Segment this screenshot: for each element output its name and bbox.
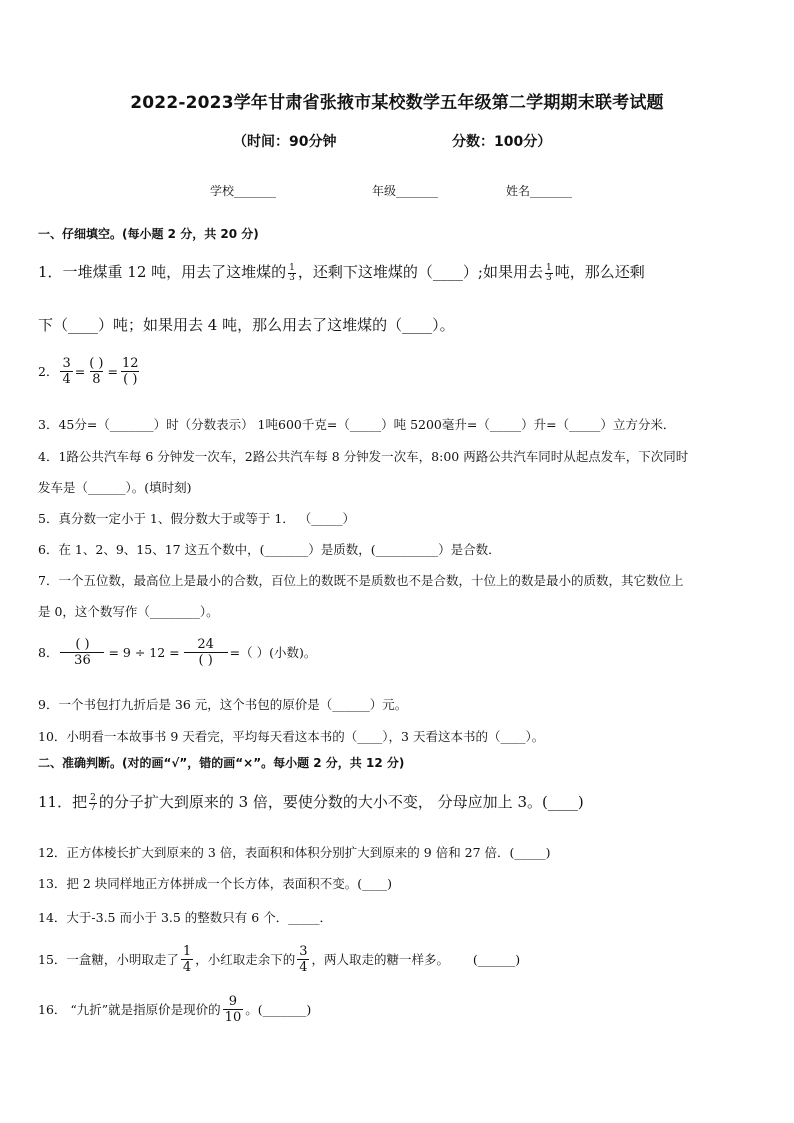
text-fragment: 9 bbox=[228, 994, 238, 1009]
question-13: 13．把 2 块同样地正方体拼成一个长方体，表面积不变。(____) bbox=[38, 876, 393, 891]
question-11 bbox=[38, 792, 584, 813]
text-fragment: 4 bbox=[62, 372, 71, 387]
text-fragment: 。(_______) bbox=[245, 1001, 312, 1017]
text-fragment: 4 bbox=[299, 960, 308, 975]
section-2-heading: 二、准确判断。(对的画“√”，错的画“×”。每小题 2 分，共 12 分) bbox=[38, 756, 405, 770]
question-10: 10．小明看一本故事书 9 天看完，平均每天看这本书的（____），3 天看这本书的（____）。 bbox=[38, 729, 545, 744]
text-fragment: = 9 ÷ 12 = bbox=[108, 644, 180, 660]
question-16 bbox=[38, 994, 311, 1025]
question-3: 3．45分=（_______）时（分数表示） 1吨600千克=（_____）吨 5200毫升=（_____）升=（_____）立方分米． bbox=[38, 417, 676, 432]
exam-time: （时间：90分钟 bbox=[233, 134, 337, 150]
text-fragment: ( ) bbox=[75, 637, 90, 652]
text-fragment: 3 bbox=[545, 272, 552, 283]
question-7-line-1: 7．一个五位数，最高位上是最小的合数，百位上的数既不是质数也不是合数，十位上的数是最小的质数，其它数位上 bbox=[38, 573, 684, 588]
fraction bbox=[184, 637, 228, 668]
text-fragment: 24 bbox=[197, 637, 214, 652]
text-fragment: 15．一盒糖，小明取走了 bbox=[38, 951, 179, 967]
fraction bbox=[545, 264, 553, 283]
school-field: 学校_______ bbox=[210, 184, 277, 198]
text-fragment: ( ) bbox=[123, 372, 138, 387]
text-fragment: 11．把 bbox=[38, 793, 88, 811]
page-title: 2022-2023学年甘肃省张掖市某校数学五年级第二学期期末联考试题 bbox=[130, 93, 664, 113]
text-fragment: 4 bbox=[182, 960, 192, 975]
text-fragment: 12 bbox=[121, 356, 139, 371]
text-fragment: 3 bbox=[62, 356, 71, 371]
text-fragment: 1 bbox=[289, 262, 295, 273]
text-fragment: 8． bbox=[38, 644, 59, 660]
grade-field: 年级_______ bbox=[372, 184, 439, 198]
question-4-line-2: 发车是（______）。(填时刻) bbox=[38, 480, 192, 495]
question-6: 6．在 1、2、9、15、17 这五个数中，(_______）是质数，(__________）是合数． bbox=[38, 542, 501, 557]
fraction bbox=[181, 944, 193, 975]
text-fragment: 10 bbox=[224, 1010, 242, 1025]
text-fragment: ，还剩下这堆煤的（____）;如果用去 bbox=[297, 263, 543, 281]
question-9: 9．一个书包打九折后是 36 元，这个书包的原价是（______）元。 bbox=[38, 697, 408, 712]
text-fragment: ( ) bbox=[89, 356, 104, 371]
question-2 bbox=[38, 356, 143, 387]
text-fragment: 1．一堆煤重 12 吨，用去了这堆煤的 bbox=[38, 263, 287, 281]
text-fragment: = bbox=[107, 363, 118, 379]
fraction bbox=[120, 356, 141, 387]
section-1-heading: 一、仔细填空。(每小题 2 分，共 20 分) bbox=[38, 227, 259, 241]
text-fragment: 2 bbox=[90, 792, 96, 803]
question-5: 5．真分数一定小于 1、假分数大于或等于 1． （_____） bbox=[38, 511, 356, 526]
fraction bbox=[288, 264, 296, 283]
text-fragment: 的分子扩大到原来的 3 倍，要使分数的大小不变， 分母应加上 3。(____) bbox=[98, 793, 584, 811]
text-fragment: 1 bbox=[182, 944, 192, 959]
exam-score: 分数：100分） bbox=[452, 134, 552, 150]
fraction bbox=[87, 356, 105, 387]
fraction bbox=[297, 944, 309, 975]
text-fragment: ，两人取走的糖一样多。 (______) bbox=[311, 951, 521, 967]
text-fragment: 1 bbox=[545, 262, 552, 273]
fraction bbox=[89, 794, 97, 813]
text-fragment: 16． “九折”就是指原价是现价的 bbox=[38, 1001, 221, 1017]
text-fragment: 吨，那么还剩 bbox=[554, 263, 645, 281]
text-fragment: =（ ）(小数)。 bbox=[229, 644, 317, 660]
text-fragment: 2． bbox=[38, 363, 59, 379]
question-1-line-1 bbox=[38, 262, 645, 283]
fraction bbox=[223, 994, 244, 1025]
text-fragment: 3 bbox=[299, 944, 308, 959]
fraction bbox=[60, 356, 72, 387]
text-fragment: ，小红取走余下的 bbox=[195, 951, 296, 967]
question-15 bbox=[38, 944, 520, 975]
text-fragment: = bbox=[74, 363, 86, 379]
question-14: 14．大于-3.5 而小于 3.5 的整数只有 6 个．_____． bbox=[38, 910, 332, 925]
question-7-line-2: 是 0，这个数写作（________）。 bbox=[38, 604, 219, 619]
question-12: 12．正方体棱长扩大到原来的 3 倍，表面积和体积分别扩大到原来的 9 倍和 27 倍．(_____) bbox=[38, 845, 551, 860]
text-fragment: 36 bbox=[60, 652, 104, 668]
text-fragment: ( ) bbox=[184, 652, 228, 668]
question-4-line-1: 4．1路公共汽车每 6 分钟发一次车，2路公共汽车每 8 分钟发一次车，8:00 两路公共汽车同时从起点发车，下次同时 bbox=[38, 449, 689, 464]
question-1-line-2: 下（____）吨；如果用去 4 吨，那么用去了这堆煤的（____）。 bbox=[38, 316, 455, 334]
text-fragment: 7 bbox=[90, 802, 96, 813]
question-8 bbox=[38, 637, 316, 668]
fraction bbox=[60, 637, 104, 668]
text-fragment: 3 bbox=[289, 272, 295, 283]
text-fragment: 8 bbox=[92, 372, 101, 387]
name-field: 姓名_______ bbox=[506, 184, 573, 198]
